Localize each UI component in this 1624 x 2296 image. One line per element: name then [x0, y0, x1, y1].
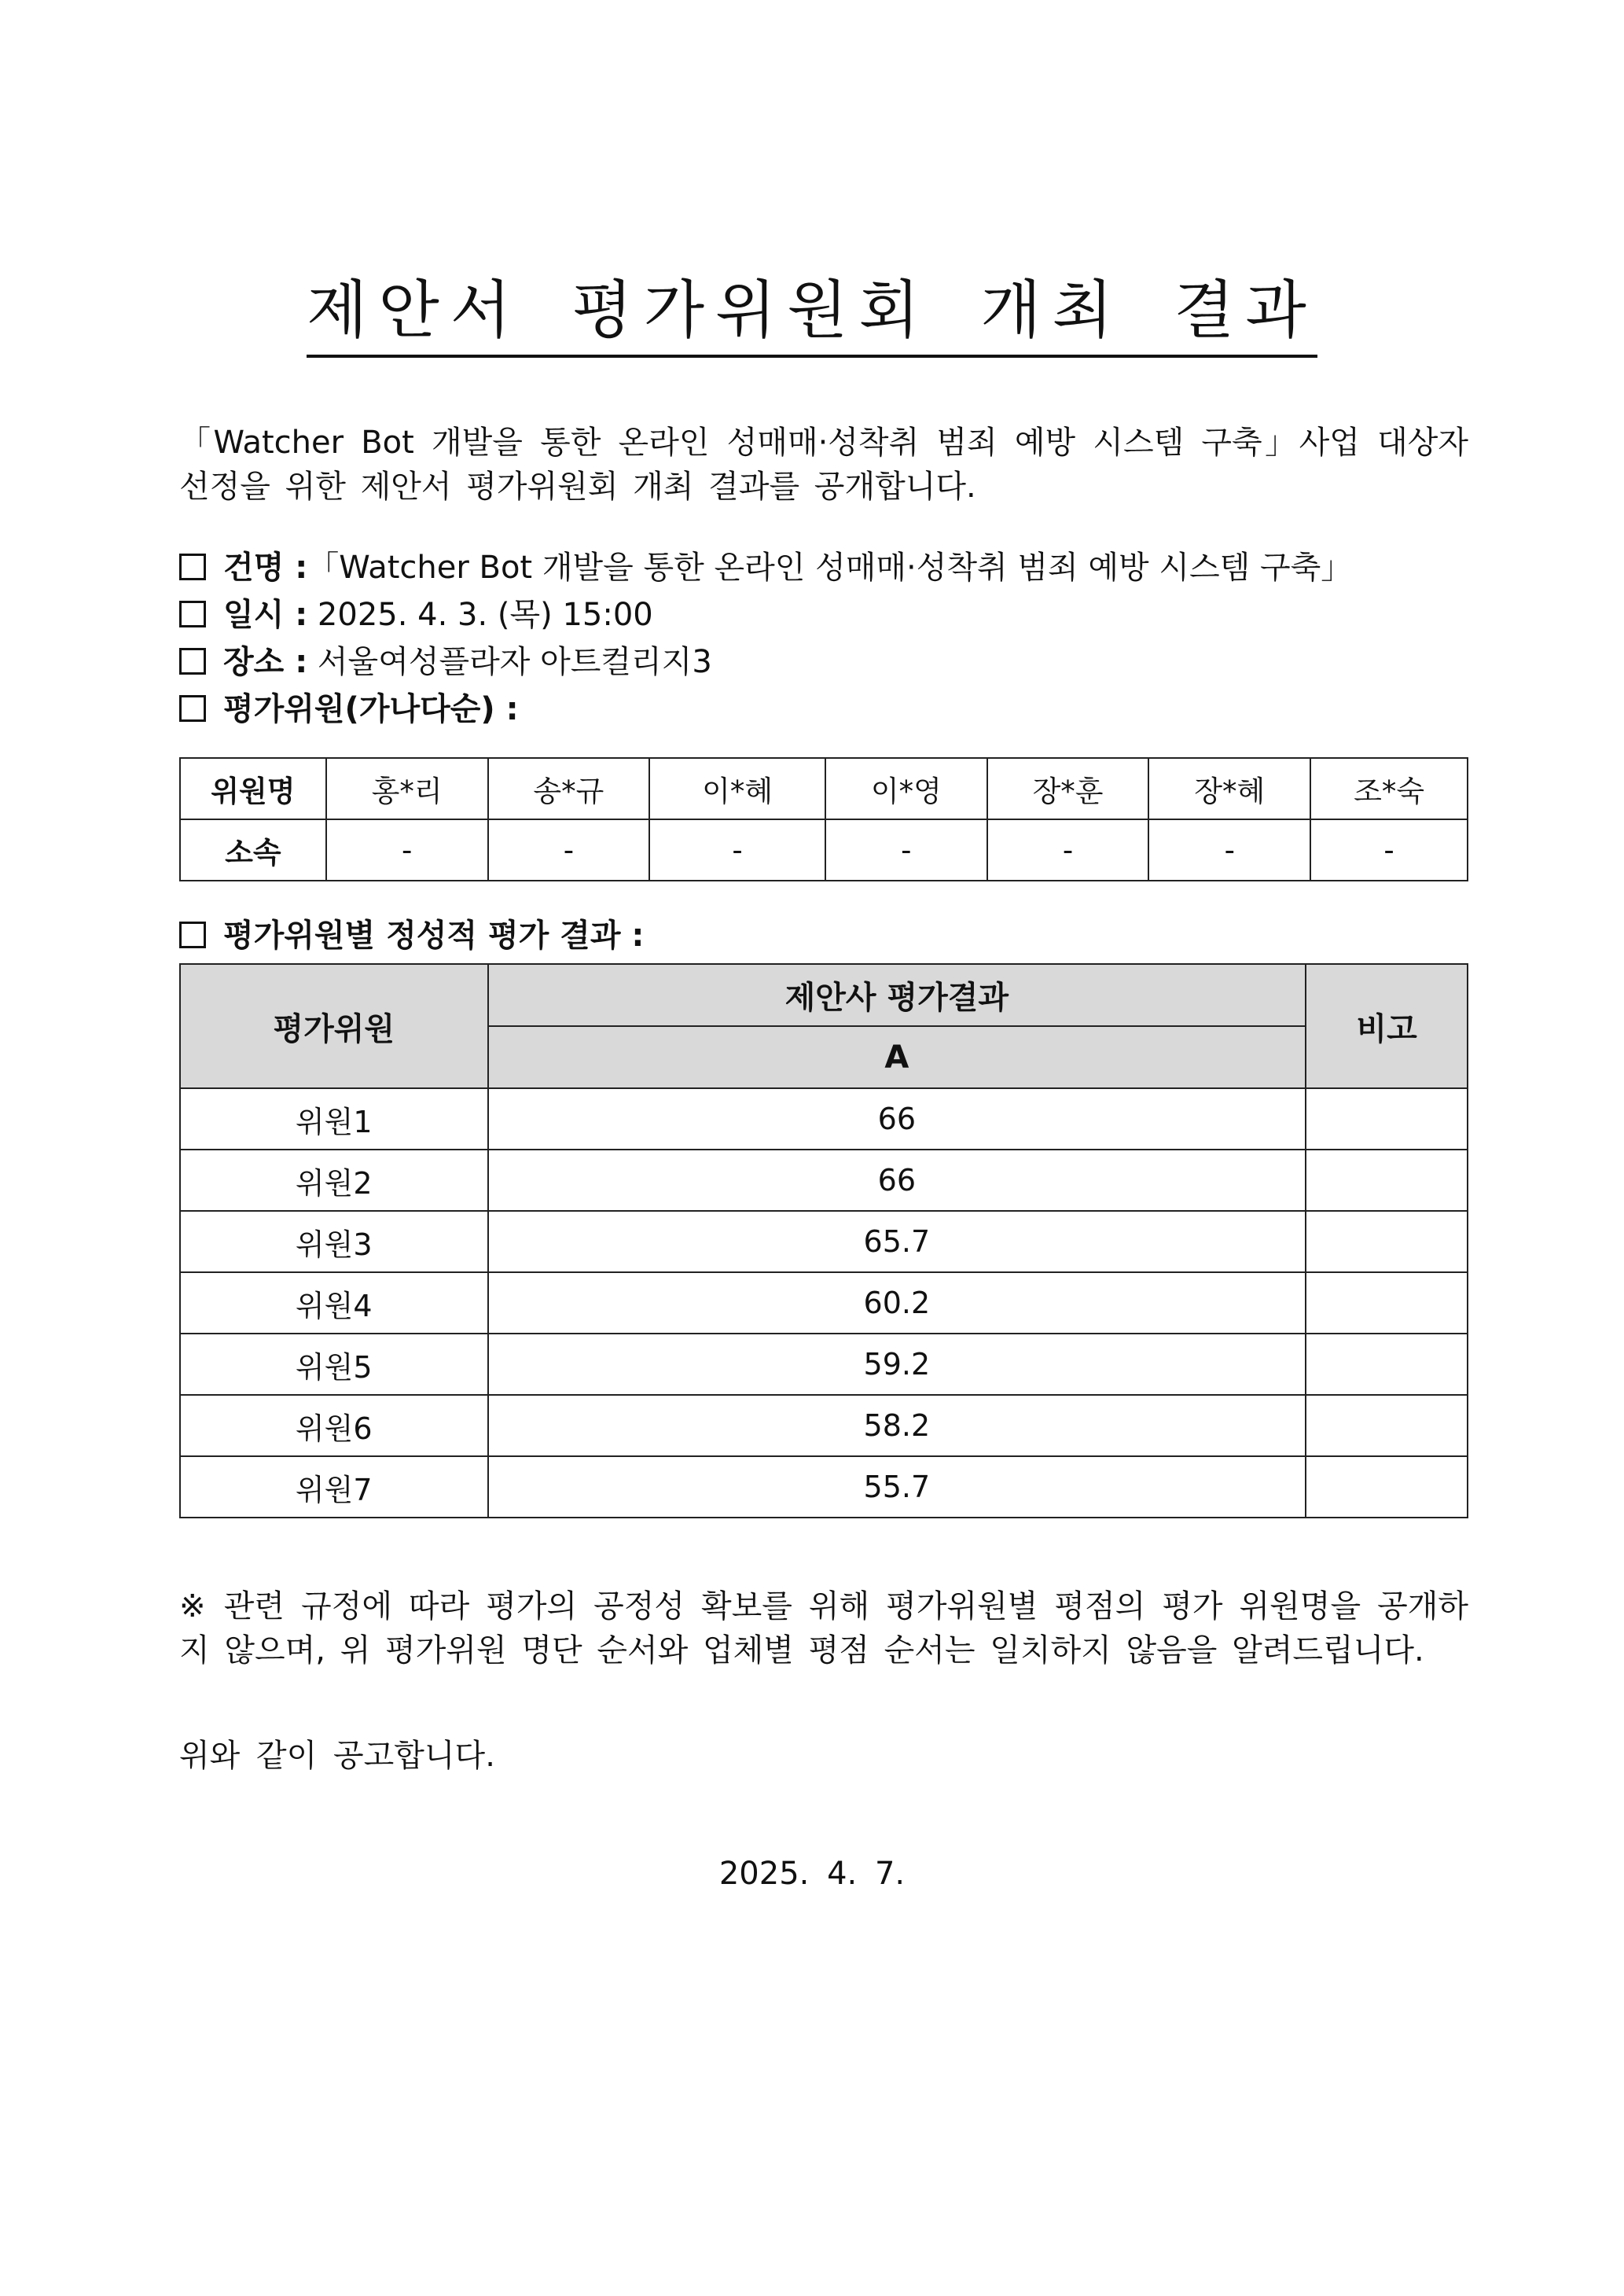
checkbox-square-icon	[179, 922, 206, 948]
committee-members-table	[179, 757, 1468, 881]
item-label: 건명 :	[223, 550, 308, 586]
table-row	[180, 1088, 1468, 1150]
table-header-row	[180, 964, 1468, 1026]
note-cell	[1306, 1088, 1468, 1150]
score-cell: 60.2	[488, 1272, 1306, 1334]
item-evaluation-results	[179, 912, 644, 959]
closing-statement: 위와 같이 공고합니다.	[179, 1738, 495, 1774]
table-row	[180, 1211, 1468, 1272]
score-cell: 58.2	[488, 1395, 1306, 1456]
member-name: 송*규	[488, 758, 650, 819]
item-label: 장소 :	[223, 644, 308, 680]
item-value: 2025. 4. 3. (목) 15:00	[317, 597, 653, 633]
member-affiliation: -	[326, 819, 488, 881]
member-name: 장*훈	[987, 758, 1149, 819]
item-project-name	[179, 544, 1352, 591]
company-header: A	[488, 1026, 1306, 1088]
score-cell: 55.7	[488, 1456, 1306, 1518]
member-name: 조*숙	[1310, 758, 1468, 819]
disclaimer-note: ※ 관련 규정에 따라 평가의 공정성 확보를 위해 평가위원별 평점의 평가 위원명을 공개하지 않으며, 위 평가위원 명단 순서와 업체별 평점 순서는 일치하지 않음을 알려드립니다.	[179, 1588, 1468, 1669]
result-header: 제안사 평가결과	[488, 964, 1306, 1026]
member-affiliation: -	[1148, 819, 1310, 881]
evaluator-cell: 위원5	[180, 1334, 488, 1395]
member-name-header: 위원명	[180, 758, 326, 819]
member-name: 이*영	[825, 758, 987, 819]
checkbox-square-icon	[179, 648, 206, 675]
member-affiliation: -	[488, 819, 650, 881]
score-cell: 59.2	[488, 1334, 1306, 1395]
member-affiliation: -	[825, 819, 987, 881]
evaluator-cell: 위원7	[180, 1456, 488, 1518]
member-affiliation: -	[649, 819, 825, 881]
evaluator-cell: 위원2	[180, 1150, 488, 1211]
table-row	[180, 1334, 1468, 1395]
item-label: 일시 :	[223, 597, 308, 633]
evaluator-cell: 위원1	[180, 1088, 488, 1150]
evaluator-cell: 위원3	[180, 1211, 488, 1272]
member-affiliation: -	[987, 819, 1149, 881]
document-title-text: 제안서 평가위원회 개최 결과	[307, 259, 1317, 358]
item-value: 서울여성플라자 아트컬리지3	[317, 644, 712, 680]
score-cell: 66	[488, 1150, 1306, 1211]
member-name: 이*혜	[649, 758, 825, 819]
note-cell	[1306, 1334, 1468, 1395]
item-value: 「Watcher Bot 개발을 통한 온라인 성매매·성착취 범죄 예방 시스템 구축」	[307, 550, 1353, 586]
note-cell	[1306, 1211, 1468, 1272]
checkbox-square-icon	[179, 695, 206, 722]
item-committee	[179, 686, 519, 733]
table-row	[180, 1272, 1468, 1334]
note-header: 비고	[1306, 964, 1468, 1088]
table-row	[180, 758, 1468, 819]
evaluation-results-table	[179, 963, 1468, 1518]
member-name: 홍*리	[326, 758, 488, 819]
evaluator-cell: 위원4	[180, 1272, 488, 1334]
table-row	[180, 819, 1468, 881]
announcement-date: 2025. 4. 7.	[718, 1856, 906, 1892]
item-datetime	[179, 591, 653, 638]
note-cell	[1306, 1456, 1468, 1518]
evaluator-header: 평가위원	[180, 964, 488, 1088]
document-title	[0, 259, 1624, 358]
note-cell	[1306, 1272, 1468, 1334]
item-label: 평가위원(가나다순) :	[223, 691, 519, 727]
table-row	[180, 1395, 1468, 1456]
table-row	[180, 1150, 1468, 1211]
note-cell	[1306, 1150, 1468, 1211]
checkbox-square-icon	[179, 554, 206, 580]
member-affiliation: -	[1310, 819, 1468, 881]
table-row	[180, 1456, 1468, 1518]
item-venue	[179, 638, 712, 686]
intro-paragraph: 「Watcher Bot 개발을 통한 온라인 성매매·성착취 범죄 예방 시스템 구축」사업 대상자 선정을 위한 제안서 평가위원회 개최 결과를 공개합니다.	[179, 425, 1468, 505]
score-cell: 66	[488, 1088, 1306, 1150]
member-name: 장*혜	[1148, 758, 1310, 819]
note-cell	[1306, 1395, 1468, 1456]
item-label: 평가위원별 정성적 평가 결과 :	[223, 918, 645, 954]
checkbox-square-icon	[179, 601, 206, 627]
score-cell: 65.7	[488, 1211, 1306, 1272]
member-affiliation-header: 소속	[180, 819, 326, 881]
evaluator-cell: 위원6	[180, 1395, 488, 1456]
